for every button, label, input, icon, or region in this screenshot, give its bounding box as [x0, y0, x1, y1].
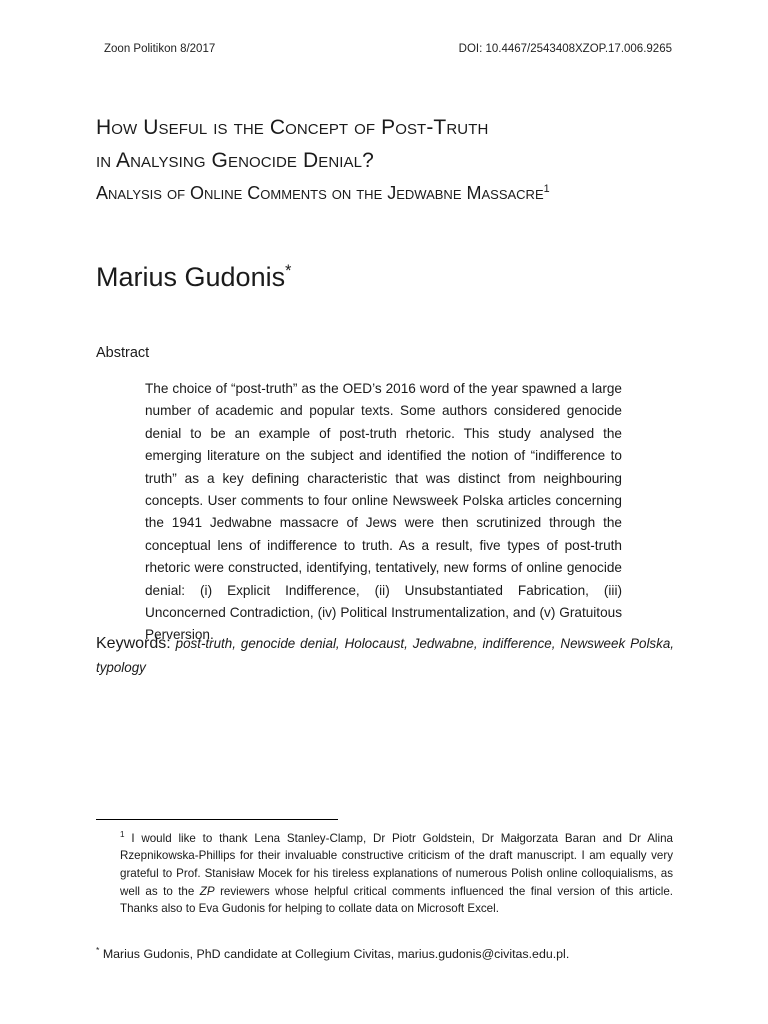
article-title-line-2: in Analysing Genocide Denial? — [96, 149, 374, 172]
footnote-1 — [120, 826, 673, 918]
author-note-marker: * — [96, 945, 100, 955]
running-header-journal: Zoon Politikon 8/2017 — [104, 43, 216, 55]
footnote-text-before: I would like to thank Lena Stanley-Clamp, Dr Piotr Goldstein, Dr Małgorzata Baran and Dr Alina Rzepnikowska-Phillips for their invaluable constructive criticism of the draft manuscript. I am equally very grateful to Prof. Stanisław Mocek for his tireless explanations of numerous Polish online colloquialisms, as well as to the — [120, 831, 673, 898]
author-affiliation-note — [96, 941, 696, 963]
footnote-italic: ZP — [199, 884, 215, 898]
footnote-text-after: reviewers whose helpful critical comments influenced the final version of this article. Thanks also to Eva Gudonis for helping to collate data on Microsoft Excel. — [120, 884, 673, 916]
keywords-label: Keywords: — [96, 635, 171, 652]
abstract-body: The choice of “post-truth” as the OED’s 2016 word of the year spawned a large number of academic and popular texts. Some authors considered genocide denial to be an example of post-truth rhetoric. This study analysed the emerging literature on the subject and identified the notion of “indifference to truth” as a key defining characteristic that was distinct from neighbouring concepts. User comments to four online Newsweek Polska articles concerning the 1941 Jedwabne massacre of Jews were then scrutinized through the conceptual lens of indifference to truth. As a result, five types of post-truth rhetoric were constructed, identifying, tentatively, new forms of online genocide denial: (i) Explicit Indifference, (ii) Unsubstantiated Fabrication, (iii) Unconcerned Contradiction, (iv) Political Instrumentalization, and (v) Gratuitous Perversion. — [145, 381, 622, 643]
author-name — [96, 262, 291, 293]
footnote-marker: 1 — [120, 830, 125, 839]
author-note-text: Marius Gudonis, PhD candidate at Collegium Civitas, marius.gudonis@civitas.edu.pl. — [102, 947, 570, 962]
keywords-values: post-truth, genocide denial, Holocaust, Jedwabne, indifference, Newsweek Polska, typology — [96, 636, 674, 675]
article-subtitle — [96, 184, 550, 202]
author-footnote-ref: * — [285, 262, 292, 280]
footnote-divider — [96, 819, 338, 820]
footnote-ref-1: 1 — [543, 183, 550, 195]
running-header-doi: DOI: 10.4467/2543408XZOP.17.006.9265 — [458, 43, 672, 55]
article-title-line-1: How Useful is the Concept of Post-Truth — [96, 116, 489, 139]
author-name-text: Marius Gudonis — [96, 262, 286, 292]
abstract-heading: Abstract — [96, 345, 150, 361]
keywords-block — [96, 632, 674, 680]
subtitle-text: Analysis of Online Comments on the Jedwabne Massacre — [96, 183, 544, 203]
